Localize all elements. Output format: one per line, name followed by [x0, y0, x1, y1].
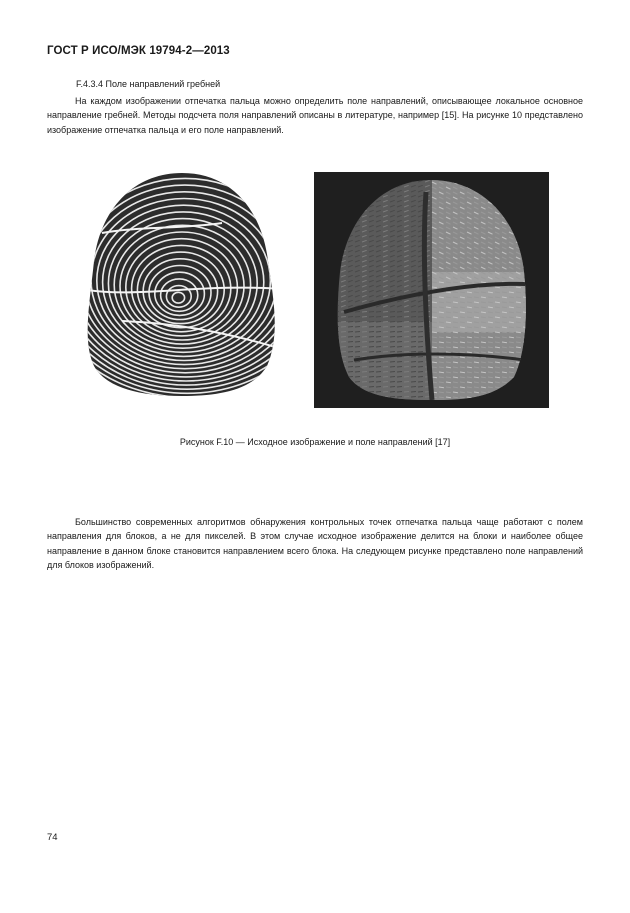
document-header: ГОСТ Р ИСО/МЭК 19794-2—2013 — [47, 45, 230, 57]
fingerprint-image — [82, 171, 282, 396]
orientation-field-image — [314, 172, 549, 408]
page-number: 74 — [47, 832, 58, 843]
paragraph-block-orientation: Большинство современных алгоритмов обнаружения контрольных точек отпечатка пальца чаще работают с полем направления для блоков, а не для пикселей. В этом случае исходное изображение делится на блоки и наиболее общее направление в данном блоке становится направлением всего блока. На следующем рисунке представлено поле направлений для блоков изображений. — [47, 517, 583, 570]
paragraph-intro: На каждом изображении отпечатка пальца можно определить поле направлений, описывающее локальное основное направление гребней. Методы подсчета поля направлений описаны в литературе, например [15]. На рисунке 10 представлено изображение отпечатка пальца и его поле направлений. — [47, 96, 583, 135]
section-title: F.4.3.4 Поле направлений гребней — [76, 79, 221, 89]
figure-caption: Рисунок F.10 — Исходное изображение и поле направлений [17] — [179, 437, 451, 447]
figure-f10 — [0, 171, 630, 411]
